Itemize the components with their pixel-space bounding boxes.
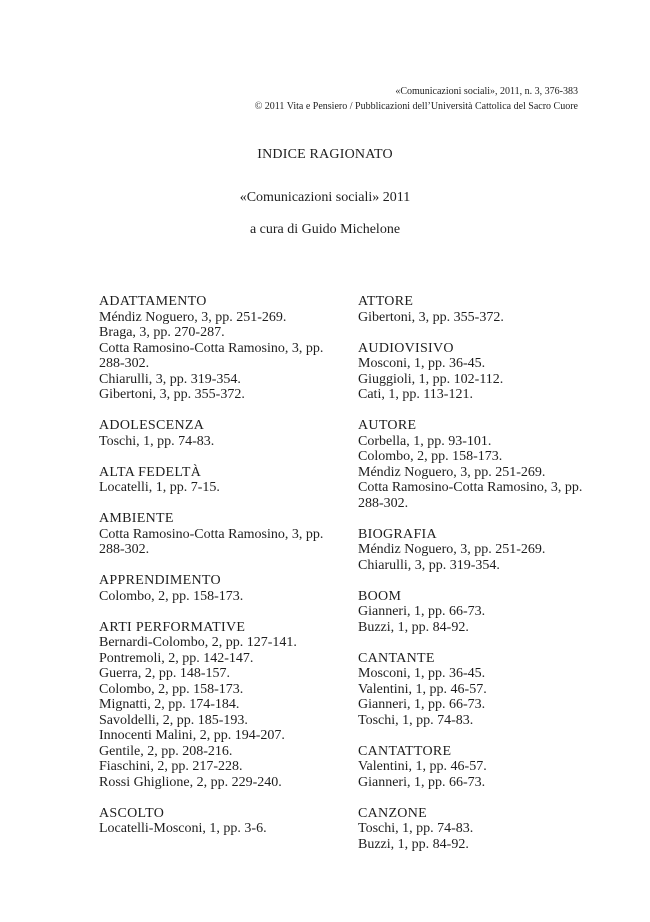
index-reference: Guerra, 2, pp. 148-157. bbox=[99, 666, 231, 681]
index-reference: Méndiz Noguero, 3, pp. 251-269. bbox=[99, 309, 287, 325]
index-reference: Locatelli, 1, pp. 7-15. bbox=[99, 480, 220, 495]
index-reference: Cotta Ramosino-Cotta Ramosino, 3, pp. bbox=[99, 526, 324, 542]
index-term: CANTANTE bbox=[358, 650, 435, 666]
index-reference: Valentini, 1, pp. 46-57. bbox=[358, 681, 487, 697]
index-entry bbox=[99, 573, 339, 604]
index-entry bbox=[99, 418, 339, 449]
index-reference: Toschi, 1, pp. 74-83. bbox=[358, 821, 474, 836]
index-term: CANTATTORE bbox=[358, 743, 452, 759]
index-reference: Chiarulli, 3, pp. 319-354. bbox=[99, 371, 241, 387]
index-reference: Gentile, 2, pp. 208-216. bbox=[99, 743, 233, 759]
journal-subtitle: «Comunicazioni sociali» 2011 bbox=[239, 190, 411, 205]
index-entry bbox=[358, 294, 594, 325]
index-reference: Cati, 1, pp. 113-121. bbox=[358, 387, 473, 402]
index-reference: Buzzi, 1, pp. 84-92. bbox=[358, 619, 469, 635]
index-entry bbox=[358, 341, 594, 403]
index-reference: Gianneri, 1, pp. 66-73. bbox=[358, 774, 486, 790]
index-entry bbox=[358, 806, 594, 853]
index-reference: Savoldelli, 2, pp. 185-193. bbox=[99, 712, 248, 728]
index-entry bbox=[358, 418, 594, 511]
index-reference: Bernardi-Colombo, 2, pp. 127-141. bbox=[99, 635, 297, 650]
index-term: AUDIOVISIVO bbox=[358, 340, 454, 356]
index-reference: Mosconi, 1, pp. 36-45. bbox=[358, 356, 486, 371]
index-reference: Toschi, 1, pp. 74-83. bbox=[358, 712, 474, 728]
index-entry bbox=[358, 589, 594, 636]
citation-line: «Comunicazioni sociali», 2011, n. 3, 376-383 bbox=[395, 86, 578, 97]
index-entry bbox=[99, 511, 339, 558]
index-reference: Colombo, 2, pp. 158-173. bbox=[358, 449, 503, 464]
index-term: AMBIENTE bbox=[99, 511, 174, 526]
index-reference: Mosconi, 1, pp. 36-45. bbox=[358, 666, 486, 681]
index-reference: Giuggioli, 1, pp. 102-112. bbox=[358, 371, 504, 387]
index-term: ATTORE bbox=[358, 294, 414, 309]
index-reference: Cotta Ramosino-Cotta Ramosino, 3, pp. bbox=[99, 340, 324, 356]
editor-line: a cura di Guido Michelone bbox=[249, 222, 401, 237]
index-term: ARTI PERFORMATIVE bbox=[99, 619, 246, 635]
index-entry bbox=[99, 465, 339, 496]
index-entry bbox=[358, 651, 594, 729]
index-entry bbox=[358, 527, 594, 574]
index-reference: Gibertoni, 3, pp. 355-372. bbox=[99, 387, 245, 402]
index-reference: Corbella, 1, pp. 93-101. bbox=[358, 433, 492, 449]
index-reference: Mignatti, 2, pp. 174-184. bbox=[99, 697, 240, 712]
index-reference: Innocenti Malini, 2, pp. 194-207. bbox=[99, 728, 285, 743]
page-title: INDICE RAGIONATO bbox=[257, 147, 393, 162]
index-reference: Rossi Ghiglione, 2, pp. 229-240. bbox=[99, 774, 282, 790]
index-term: ALTA FEDELTÀ bbox=[99, 464, 202, 480]
index-column-left bbox=[99, 294, 339, 852]
index-reference: Chiarulli, 3, pp. 319-354. bbox=[358, 557, 500, 573]
index-reference: Fiaschini, 2, pp. 217-228. bbox=[99, 759, 243, 774]
running-header bbox=[158, 84, 578, 114]
index-reference: Buzzi, 1, pp. 84-92. bbox=[358, 836, 469, 852]
index-reference: Colombo, 2, pp. 158-173. bbox=[99, 681, 244, 697]
index-term: CANZONE bbox=[358, 805, 427, 821]
copyright-line: © 2011 Vita e Pensiero / Pubblicazioni dell’Università Cattolica del Sacro Cuore bbox=[254, 101, 578, 112]
index-reference: Locatelli-Mosconi, 1, pp. 3-6. bbox=[99, 821, 267, 836]
index-reference: Valentini, 1, pp. 46-57. bbox=[358, 759, 487, 774]
index-reference: Braga, 3, pp. 270-287. bbox=[99, 325, 225, 340]
index-entry bbox=[99, 806, 339, 837]
index-term: APPRENDIMENTO bbox=[99, 573, 221, 588]
index-term: ADATTAMENTO bbox=[99, 294, 207, 309]
index-reference: Gianneri, 1, pp. 66-73. bbox=[358, 604, 486, 619]
index-reference: 288-302. bbox=[358, 495, 409, 511]
index-term: AUTORE bbox=[358, 418, 417, 433]
index-entry bbox=[358, 744, 594, 791]
index-reference: Pontremoli, 2, pp. 142-147. bbox=[99, 650, 254, 666]
index-reference: Méndiz Noguero, 3, pp. 251-269. bbox=[358, 464, 546, 480]
index-term: ASCOLTO bbox=[99, 805, 165, 821]
index-reference: Gianneri, 1, pp. 66-73. bbox=[358, 697, 486, 712]
index-entry bbox=[99, 294, 339, 403]
index-reference: 288-302. bbox=[99, 356, 150, 371]
index-entry bbox=[99, 620, 339, 791]
index-reference: Toschi, 1, pp. 74-83. bbox=[99, 433, 215, 449]
index-column-right bbox=[358, 294, 594, 868]
index-reference: Colombo, 2, pp. 158-173. bbox=[99, 588, 244, 604]
index-reference: 288-302. bbox=[99, 542, 150, 557]
index-reference: Méndiz Noguero, 3, pp. 251-269. bbox=[358, 542, 546, 557]
index-term: BIOGRAFIA bbox=[358, 526, 437, 542]
index-term: BOOM bbox=[358, 588, 402, 604]
index-term: ADOLESCENZA bbox=[99, 418, 205, 433]
index-reference: Cotta Ramosino-Cotta Ramosino, 3, pp. bbox=[358, 480, 583, 495]
index-reference: Gibertoni, 3, pp. 355-372. bbox=[358, 309, 504, 325]
